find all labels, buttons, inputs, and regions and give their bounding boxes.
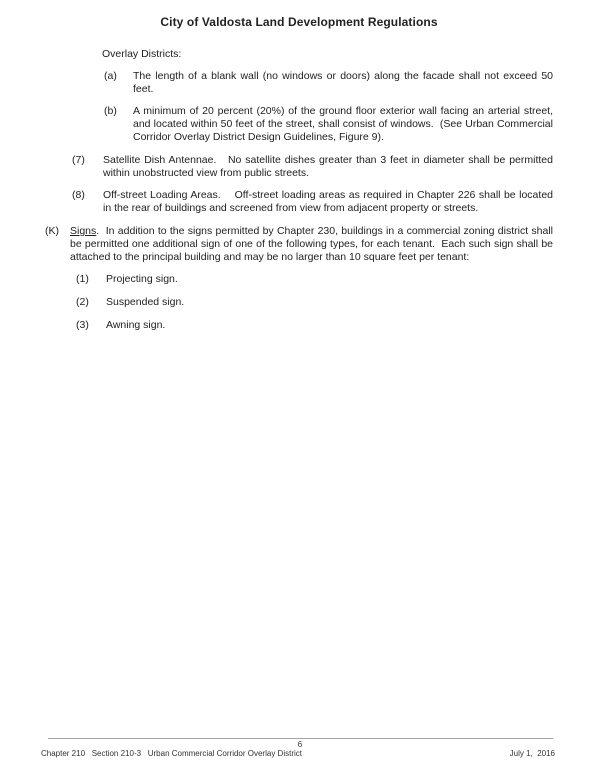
item-text: Suspended sign. (106, 296, 185, 309)
item-label: (2) (76, 296, 89, 309)
item-text-body: . In addition to the signs permitted by Chapter 230, buildings in a commercial zoning district shall be permitted one additional sign of one of the following types, for each tenant. Each such sign shall be attached to the principal building and may be no larger than 10 square feet per tenant: (70, 224, 553, 263)
item-label: (7) (72, 153, 85, 166)
page-content (0, 0, 600, 332)
item-text (70, 225, 553, 263)
footer-date: July 1, 2016 (509, 749, 555, 758)
item-label: (a) (104, 69, 117, 82)
list-item-8 (72, 189, 553, 215)
item-text: Awning sign. (106, 318, 166, 331)
list-item-sign-3 (76, 319, 553, 332)
list-item-7 (72, 154, 553, 180)
item-label: (K) (45, 224, 59, 237)
item-label: (3) (76, 318, 89, 331)
list-item-k (45, 225, 553, 263)
item-label: (8) (72, 189, 85, 202)
footer-divider (48, 738, 553, 739)
item-label: (b) (104, 105, 117, 118)
item-text: Projecting sign. (106, 273, 178, 286)
item-text: Off-street Loading Areas. Off-street loading areas as required in Chapter 226 shall be located in the rear of buildings and screened from view from adjacent property or streets. (103, 189, 553, 215)
underlined-term: Signs (70, 224, 97, 237)
item-text: A minimum of 20 percent (20%) of the ground floor exterior wall facing an arterial street, and located within 50 feet of the street, shall consist of windows. (See Urban Commercial Corridor Overlay District Design Guidelines, Figure 9). (133, 105, 553, 143)
page-number: 6 (297, 740, 303, 749)
list-item-sign-2 (76, 296, 553, 309)
item-text: Satellite Dish Antennae. No satellite dishes greater than 3 feet in diameter shall be permitted within unobstructed view from public streets. (103, 153, 553, 179)
page-title: City of Valdosta Land Development Regulations (160, 15, 438, 29)
list-item-a (104, 70, 553, 96)
section-heading: Overlay Districts: (102, 48, 182, 60)
footer-left-text: Chapter 210 Section 210-3 Urban Commercial Corridor Overlay District (41, 749, 302, 758)
list-item-b (104, 105, 553, 143)
item-text: The length of a blank wall (no windows or doors) along the facade shall not exceed 50 feet. (133, 69, 553, 95)
item-label: (1) (76, 273, 89, 286)
footer (41, 749, 555, 759)
list-item-sign-1 (76, 273, 553, 286)
